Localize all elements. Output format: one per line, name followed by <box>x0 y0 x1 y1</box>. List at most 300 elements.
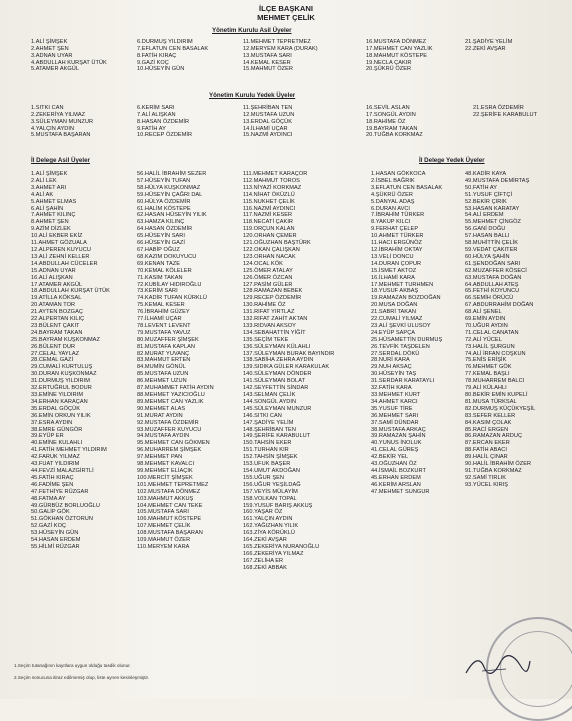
member-entry: 127.PASİM GÜLER <box>243 281 293 288</box>
member-entry: 21.AYTEN BOZGAÇ <box>31 309 83 316</box>
yk-yedek-col1 <box>31 105 93 139</box>
member-entry: 58.MUHİTTİN ÇELİK <box>465 240 519 247</box>
member-entry: 3.SÜLEYMAN MUNZUR <box>31 118 94 125</box>
member-entry: 25.HÜSAMETTİN DURMUŞ <box>371 336 443 343</box>
member-entry: 41.FATİH MEHMET YILDIRIM <box>31 447 107 454</box>
member-entry: 18.MAHMUT KÖSTEPE <box>366 52 428 59</box>
member-entry: 14.İLHAMİ UÇAR <box>243 125 288 132</box>
member-entry: 22.ŞERİFE KARABULUT <box>473 111 538 118</box>
member-entry: 165.ZEKERİYA NURANOĞLU <box>243 543 320 550</box>
member-entry: 168.ZEKİ ABBAK <box>243 564 287 571</box>
member-entry: 13.ERDAL GÖÇÜK <box>243 118 292 125</box>
member-entry: 156.UĞUR YEŞİLDAĞ <box>243 481 301 488</box>
member-entry: 41.CELAL GÜREŞ <box>371 447 419 454</box>
member-entry: 40.EMİNE KULAHLI <box>31 440 83 447</box>
member-entry: 5.AHMET ELMAS <box>31 198 77 205</box>
member-entry: 68.ALİ ŞENEL <box>465 309 502 316</box>
member-entry: 72.ALİ YÜCEL <box>465 336 502 343</box>
member-entry: 72.KUBİLAY HIDIROĞLU <box>137 281 202 288</box>
member-entry: 10.RECEP ÖZDEMİR <box>137 132 193 139</box>
member-entry: 43.OĞUZHAN ÖZ <box>371 461 417 468</box>
member-entry: 27.SERDAL DÖKÜ <box>371 350 420 357</box>
member-entry: 21.SABRİ TAKAN <box>371 309 416 316</box>
delege-asil-heading: İl Delege Asil Üyeler <box>31 157 90 164</box>
member-entry: 147.ŞADİYE YELİM <box>243 419 294 426</box>
member-entry: 91.MURAT AYDIN <box>137 412 183 419</box>
member-entry: 37.SAMİ DÜNDAR <box>371 419 419 426</box>
member-entry: 150.TAHSİN EKER <box>243 440 292 447</box>
member-entry: 103.MAHMUT AKKUŞ <box>137 495 194 502</box>
member-entry: 11.ŞEHRİBAN TEN <box>243 105 293 111</box>
member-entry: 98.MEHMET KAVALCI <box>137 461 195 468</box>
member-entry: 148.ŞEHRİBAN TEN <box>243 426 296 433</box>
member-entry: 112.MAHMUT TOROS <box>243 177 300 184</box>
member-entry: 23.ALİ ŞEVKİ ULUSOY <box>371 322 431 329</box>
member-entry: 63.MUSTAFA DOĞAN <box>465 274 522 281</box>
member-entry: 16.İLHAMİ KARA <box>371 274 415 281</box>
member-entry: 128.RAMAZAN BEBEK <box>243 288 303 295</box>
member-entry: 13.MUSTAFA SARI <box>243 52 292 59</box>
member-entry: 7.EFLATUN CEN BASALAK <box>137 45 209 52</box>
member-entry: 28.CEMAL GAZİ <box>31 357 74 364</box>
member-entry: 44.FEVZİ MALAZGİRTLİ <box>31 467 94 474</box>
member-entry: 16.SEVİL ASLAN <box>366 105 410 111</box>
member-entry: 1.ALİ ŞİMŞEK <box>31 171 68 177</box>
member-entry: 50.FATİH AY <box>465 184 498 191</box>
member-entry: 20.MUSA DOĞAN <box>371 302 418 309</box>
member-entry: 13.ALİ ZEHNİ KELLER <box>31 253 90 260</box>
member-entry: 81.MUSA TÜRKSAL <box>465 398 517 405</box>
member-entry: 78.LEVENT LEVENT <box>137 322 191 329</box>
member-entry: 21.ŞADİYE YELİM <box>465 39 513 45</box>
yk-asil-col5 <box>465 39 512 53</box>
delege-yedek-heading: İl Delege Yedek Üyeler <box>419 157 485 164</box>
member-entry: 48.KADİR KAYA <box>465 171 507 177</box>
member-entry: 123.ORHAN NACAK <box>243 253 296 260</box>
yk-yedek-col4 <box>366 105 423 139</box>
member-entry: 59.HÜSEYİN ÇAĞRI DAL <box>137 191 203 198</box>
member-entry: 31.DURMUŞ YILDIRIM <box>31 378 90 385</box>
member-entry: 59.VEDAT ÇAKITER <box>465 246 518 253</box>
member-entry: 46.KERİM ARSLAN <box>371 481 421 488</box>
member-entry: 54.ALİ ERDEM <box>465 212 504 219</box>
member-entry: 125.ÖMER ATALAY <box>243 267 293 274</box>
member-entry: 129.RECEP ÖZDEMİR <box>243 295 302 302</box>
member-entry: 5.MUSTAFA BAŞARAN <box>31 132 91 139</box>
member-entry: 35.YUSUF TİRE <box>371 405 413 412</box>
member-entry: 106.MAHMUT KÖSTEPE <box>137 516 202 523</box>
member-entry: 17.MEHMET TURHMEN <box>371 281 434 288</box>
member-entry: 135.SEÇİM TEKE <box>243 336 289 343</box>
member-entry: 50.GALİP GÖK <box>31 509 70 516</box>
member-entry: 75.KEMAL KESER <box>137 302 185 309</box>
member-entry: 167.ZELİHA ER <box>243 557 284 564</box>
member-entry: 117.NAZMİ KESER <box>243 212 293 219</box>
member-entry: 11.MEHMET TEPRETMEZ <box>243 39 311 45</box>
member-entry: 4.ŞÜKRÜ ÖZER <box>371 191 413 198</box>
member-entry: 157.VEYİS MÜLAYİM <box>243 488 298 495</box>
member-entry: 2.ZEKERİYA YILMAZ <box>31 111 86 118</box>
member-entry: 51.YUSUF ÇİFTÇİ <box>465 191 513 198</box>
member-entry: 36.EMİN ORKUN YILIK <box>31 412 91 419</box>
member-entry: 6.ALİ ŞAHİN <box>31 205 64 212</box>
member-entry: 54.HASAN ERDEM <box>31 537 81 544</box>
member-entry: 46.FADİME ŞEN <box>31 481 74 488</box>
member-entry: 3.ADNAN UYAR <box>31 52 73 59</box>
member-entry: 52.BEKİR ÇIRIK <box>465 198 507 205</box>
member-entry: 66.SEMİH ÖRÜCÜ <box>465 295 514 302</box>
member-entry: 24.EYÜP SAPÇA <box>371 329 416 336</box>
member-entry: 109.MAHMUT ÖZER <box>137 537 191 544</box>
member-entry: 130.RAHİME ÖZ <box>243 302 286 309</box>
member-entry: 9.FERHAT ÇELEP <box>371 226 419 233</box>
member-entry: 25.BAYRAM KUŞKONMAZ <box>31 336 100 343</box>
member-entry: 33.MEHMET KURT <box>371 392 421 398</box>
member-entry: 22.ZEKİ AVŞAR <box>465 45 506 52</box>
member-entry: 82.DURMUŞ KÜÇÜKYEŞİL <box>465 405 536 412</box>
member-entry: 30.HÜSEYİN TAŞ <box>371 371 417 378</box>
member-entry: 14.KEMAL KESER <box>243 59 291 66</box>
member-entry: 67.ABDURRAHİM DOĞAN <box>465 302 534 309</box>
footer-note-1: 1.Seçim tutanağının kayıtlara uygun olduğu tasdik olunur. <box>14 663 131 668</box>
member-entry: 89.HALİL ÇINAR <box>465 454 508 461</box>
member-entry: 140.SÜLEYMAN DÖNDER <box>243 371 312 378</box>
member-entry: 71.KASIM TAKAN <box>137 274 183 281</box>
member-entry: 81.MUSTAFA KAPLAN <box>137 343 195 350</box>
member-entry: 4.ALİ AK <box>31 191 54 198</box>
member-entry: 11.HACI ERGÜNÖZ <box>371 240 422 247</box>
member-entry: 44.İSMAİL BOZKURT <box>371 467 426 474</box>
chairman-name: MEHMET ÇELİK <box>257 13 315 22</box>
member-entry: 113.NİYAZİ KORKMAZ <box>243 184 302 191</box>
member-entry: 86.MEHMET UZUN <box>137 378 187 385</box>
member-entry: 47.FETHİYE RÜZGAR <box>31 488 89 495</box>
member-entry: 61.HALİM KÖSTEPE <box>137 205 191 212</box>
delege-yedek-col2 <box>465 171 535 489</box>
member-entry: 10.HÜSEYİN GÜN <box>137 66 185 73</box>
member-entry: 18.YUSUF AKBAŞ <box>371 288 419 295</box>
member-entry: 10.AHMET TÜRKER <box>371 233 424 240</box>
member-entry: 83.MAHMUT ERTEN <box>137 357 191 364</box>
member-entry: 74.KADİR TUFAN KÜRKLÜ <box>137 295 207 302</box>
member-entry: 22.ALPERTAN KILIÇ <box>31 316 85 323</box>
member-entry: 3.EFLATUN CEN BASALAK <box>371 184 443 191</box>
member-entry: 2.AHMET ŞEN <box>31 45 69 52</box>
member-entry: 39.RAMAZAN ŞAHİN <box>371 433 426 440</box>
member-entry: 53.HASAN KARATAY <box>465 205 520 212</box>
member-entry: 6.KERİM SARI <box>137 105 175 111</box>
member-entry: 87.ERCAN EKER <box>465 440 510 447</box>
member-entry: 63.HAMZA KILINÇ <box>137 219 185 226</box>
member-entry: 64.ABDULLAH ATEŞ <box>465 281 519 288</box>
member-entry: 53.HÜSEYİN GÜN <box>31 530 79 537</box>
member-entry: 149.ŞERİFE KARABULUT <box>243 433 311 440</box>
member-entry: 85.RACİ ERGEN <box>465 426 509 433</box>
member-entry: 7.İBRAHİM TÜRKER <box>371 212 425 219</box>
member-entry: 126.ÖMER ÖZCAN <box>243 274 293 281</box>
member-entry: 29.CUMALİ KURTULUŞ <box>31 364 93 371</box>
member-entry: 17.SONGÜL AYDIN <box>366 111 416 118</box>
member-entry: 20.ATAMAN TOR <box>31 302 76 309</box>
member-entry: 7.ALİ ALIŞKAN <box>137 111 176 118</box>
member-entry: 15.İSMET AKTOZ <box>371 267 417 274</box>
member-entry: 62.HASAN HÜSEYİN YILIK <box>137 212 207 219</box>
member-entry: 163.ZİYA KÖRÜKLÜ <box>243 530 295 537</box>
document-title: İLÇE BAŞKANI <box>258 4 313 13</box>
member-entry: 1.SITKI CAN <box>31 105 64 111</box>
member-entry: 101.MEHMET TEPRETMEZ <box>137 481 209 488</box>
member-entry: 10.ALİ EKBER EKİZ <box>31 233 83 240</box>
delege-asil-col1 <box>31 171 110 551</box>
member-entry: 16.ALİ ALIŞKAN <box>31 274 73 281</box>
member-entry: 116.NAZMİ AYDINCI <box>243 205 296 212</box>
member-entry: 100.MERCİT ŞİMŞEK <box>137 474 193 481</box>
member-entry: 20.ŞÜKRÜ ÖZER <box>366 66 412 73</box>
member-entry: 6.DURMUŞ YILDIRIM <box>137 39 193 45</box>
member-entry: 32.ERTUĞRUL BODUR <box>31 385 92 392</box>
member-entry: 27.CELAL YAYLAZ <box>31 350 80 357</box>
yk-asil-col1 <box>31 39 107 73</box>
member-entry: 86.RAMAZAN ARDUÇ <box>465 433 523 440</box>
member-entry: 95.MEHMET CAN GÖKMEN <box>137 440 210 447</box>
yk-yedek-col2 <box>137 105 192 139</box>
member-entry: 30.DURAN KUŞKONMAZ <box>31 371 97 378</box>
member-entry: 15.MAHMUT ÖZER <box>243 66 294 73</box>
member-entry: 164.ZEKİ AVŞAR <box>243 537 287 544</box>
member-entry: 42.FARUK YILMAZ <box>31 454 80 461</box>
member-entry: 83.SEFER KELLER <box>465 412 516 419</box>
member-entry: 31.SERDAR KARATAYLI <box>371 378 435 385</box>
member-entry: 102.MUSTAFA DÖNMEZ <box>137 488 201 495</box>
member-entry: 159.YUSUF BARIŞ AKKUŞ <box>243 502 313 509</box>
member-entry: 5.DANYAL ADAŞ <box>371 198 415 205</box>
member-entry: 28.NURİ KARA <box>371 357 410 364</box>
member-entry: 93.MUZAFFER KUYUCU <box>137 426 202 433</box>
member-entry: 69.KENAN TAZE <box>137 260 181 267</box>
member-entry: 4.ABDULLAH KURŞAT ÜTÜK <box>31 59 107 66</box>
member-entry: 94.MUSTAFA AYDIN <box>137 433 190 440</box>
member-entry: 9.AZİM DİZLEK <box>31 226 71 233</box>
member-entry: 115.NUKHET ÇELİK <box>243 198 295 205</box>
member-entry: 9.FATİH AY <box>137 125 166 132</box>
member-entry: 155.UĞUR ŞEN <box>243 474 285 481</box>
delege-asil-col3 <box>243 171 334 572</box>
member-entry: 151.TURHAN KIR <box>243 447 289 454</box>
member-entry: 33.EMİNE YILDIRIM <box>31 392 84 398</box>
delege-asil-col2 <box>137 171 214 551</box>
member-entry: 138.SABİHA ZEHRA AYDIN <box>243 357 314 364</box>
member-entry: 4.YALÇIN AYDIN <box>31 125 75 132</box>
member-entry: 96.MUHARREM ŞİMŞEK <box>137 447 202 454</box>
member-entry: 14.DURAN ÇOPUR <box>371 260 422 267</box>
member-entry: 15.NAZMİ AYDINCI <box>243 132 293 139</box>
member-entry: 108.MUSTAFA BAŞARAN <box>137 530 203 537</box>
member-entry: 85.MUSTAFA UZUN <box>137 371 189 378</box>
member-entry: 1.ALİ ŞİMŞEK <box>31 39 68 45</box>
member-entry: 79.MUSTAFA YAVUZ <box>137 329 191 336</box>
member-entry: 47.MEHMET SUNGUR <box>371 488 430 495</box>
member-entry: 40.YUNUS İNOLUK <box>371 440 422 447</box>
member-entry: 49.MUSTAFA DEMİRTAŞ <box>465 177 530 184</box>
member-entry: 158.VOLKAN TOPAL <box>243 495 297 502</box>
member-entry: 153.UFUK BAŞER <box>243 461 291 468</box>
member-entry: 84.MUMİN GÖNÜL <box>137 364 186 371</box>
official-stamp <box>486 617 572 721</box>
member-entry: 8.AHMET ŞEN <box>31 219 69 226</box>
member-entry: 22.CUMALİ YILMAZ <box>371 316 423 323</box>
member-entry: 75.ENİS ERİŞİK <box>465 357 507 364</box>
member-entry: 24.BAYRAM TAKAN <box>31 329 83 336</box>
member-entry: 65.HÜSEYİN SARI <box>137 233 186 240</box>
member-entry: 21.ESRA ÖZDEMİR <box>473 105 524 111</box>
member-entry: 13.VELİ DONCU <box>371 253 414 260</box>
member-entry: 8.YAKUP KILCI <box>371 219 411 226</box>
member-entry: 19.RAMAZAN BOZDOĞAN <box>371 295 441 302</box>
member-entry: 120.ORHAN ÇEMER <box>243 233 297 240</box>
footer-note-2: 2.Seçim sonucuna itiraz edilmemiş olup, liste aynen kesinleşmiştir. <box>14 675 150 680</box>
member-entry: 80.MUZAFFER ŞİMŞEK <box>137 336 199 343</box>
member-entry: 39.EYÜP ER <box>31 433 64 440</box>
member-entry: 166.ZEKERİYA YILMAZ <box>243 550 304 557</box>
member-entry: 65.FETHİ KOYUNCU <box>465 288 520 295</box>
member-entry: 2.ALİ LEK <box>31 177 57 184</box>
yk-asil-col3 <box>243 39 318 73</box>
member-entry: 152.TAHSİN ŞİMŞEK <box>243 454 298 461</box>
yk-asil-col2 <box>137 39 208 73</box>
member-entry: 38.EMRE GÜNGÖR <box>31 426 83 433</box>
member-entry: 61.ŞENDOĞAN SARI <box>465 260 521 267</box>
member-entry: 17.ATAMER AKGÜL <box>31 281 83 288</box>
member-entry: 97.MEHMET PAN <box>137 454 183 461</box>
member-entry: 160.YAŞAR ÖZ <box>243 509 283 516</box>
member-entry: 105.MUSTAFA SARI <box>137 509 189 516</box>
member-entry: 14.ABDULLAH CÜCELER <box>31 260 98 267</box>
member-entry: 89.MEHMET CAN YAZLIK <box>137 398 204 405</box>
member-entry: 9.GAZİ KOÇ <box>137 59 169 66</box>
member-entry: 57.HÜSEYİN TUFAN <box>137 177 191 184</box>
member-entry: 91.TUĞBA KORKMAZ <box>465 467 522 474</box>
member-entry: 162.YAĞIZHAN YILIK <box>243 523 299 530</box>
member-entry: 84.KASIM ÇOLAK <box>465 419 512 426</box>
member-entry: 19.NECLA ÇAKIR <box>366 59 412 66</box>
member-entry: 80.BEKİR EMİN KUPELİ <box>465 392 528 398</box>
member-entry: 146.SITKI CAN <box>243 412 282 419</box>
member-entry: 11.AHMET GÖZUALA <box>31 240 87 247</box>
yk-yedek-heading: Yönetim Kurulu Yedek Üyeler <box>209 92 296 99</box>
member-entry: 37.ESRA AYDIN <box>31 419 73 426</box>
member-entry: 32.FATİH KARA <box>371 385 412 392</box>
member-entry: 51.GÖKHAN ÖZTORUN <box>31 516 93 523</box>
member-entry: 16.MUSTAFA DÖNMEZ <box>366 39 427 45</box>
member-entry: 45.FATİH KIRAÇ <box>31 474 74 481</box>
member-entry: 154.UMUT AKDOĞAN <box>243 467 300 474</box>
member-entry: 12.MUSTAFA UZUN <box>243 111 295 118</box>
member-entry: 58.HÜLYA KUŞKONMAZ <box>137 184 201 191</box>
member-entry: 161.YALÇIN AYDIN <box>243 516 293 523</box>
member-entry: 2.İSBEL BAĞRIK <box>371 177 415 184</box>
member-entry: 12.MERYEM KARA (DURAK) <box>243 45 318 52</box>
member-entry: 136.SÜLEYMAN KÜLAHLI <box>243 343 311 350</box>
yk-yedek-col3 <box>243 105 294 139</box>
member-entry: 141.SÜLEYMAN BOLAT <box>243 378 306 385</box>
member-entry: 3.AHMET ARI <box>31 184 67 191</box>
member-entry: 88.MEHMET YAZICIOĞLU <box>137 392 205 398</box>
member-entry: 18.RAHİME ÖZ <box>366 118 406 125</box>
member-entry: 134.SEBAHATTİN YİĞİT <box>243 329 306 336</box>
member-entry: 76.İBRAHİM GÜZEY <box>137 309 190 316</box>
member-entry: 68.KAZIM DOKUYUCU <box>137 253 197 260</box>
member-entry: 26.TEVFİK TAŞDELEN <box>371 343 430 350</box>
member-entry: 137.SÜLEYMAN BURAK BAYINDIR <box>243 350 335 357</box>
member-entry: 70.UĞUR AYDIN <box>465 322 508 329</box>
member-entry: 29.NUH AKSAÇ <box>371 364 412 371</box>
member-entry: 12.İBRAHİM OKTAY <box>371 246 423 253</box>
member-entry: 48.FATMA AY <box>31 495 66 502</box>
member-entry: 45.ERHAN ERDEM <box>371 474 421 481</box>
member-entry: 64.HASAN ÖZDEMİR <box>137 226 193 233</box>
member-entry: 122.OKAN ÇALIŞKAN <box>243 246 300 253</box>
member-entry: 1.HASAN GÖKKOCA <box>371 171 426 177</box>
delege-yedek-col1 <box>371 171 442 496</box>
member-entry: 73.KERİM SARI <box>137 288 178 295</box>
member-entry: 19.ATİLLA KÖKSAL <box>31 295 82 302</box>
member-entry: 76.MEHMET GÖK <box>465 364 512 371</box>
yk-asil-heading: Yönetim Kurulu Asil Üyeler <box>212 27 292 34</box>
member-entry: 73.HALİL ŞURGUN <box>465 343 515 350</box>
member-entry: 133.RIDVAN AKSOY <box>243 322 296 329</box>
member-entry: 67.HABİP OĞUZ <box>137 246 180 253</box>
member-entry: 8.HASAN ÖZDEMİR <box>137 118 190 125</box>
yk-yedek-col5 <box>473 105 537 119</box>
member-entry: 38.MUSTAFA ARKAÇ <box>371 426 426 433</box>
yk-asil-col4 <box>366 39 433 73</box>
member-entry: 110.MERYEM KARA <box>137 543 190 550</box>
member-entry: 118.NECATİ ÇAKIR <box>243 219 294 226</box>
member-entry: 26.BÜLENT DUR <box>31 343 76 350</box>
member-entry: 78.MUHARREM BALCI <box>465 378 525 385</box>
member-entry: 142.SEYFETTİN SİNDAR <box>243 385 309 392</box>
member-entry: 34.AHMET KARCI <box>371 398 418 405</box>
member-entry: 90.MEHMET ALAS <box>137 405 186 412</box>
member-entry: 77.KEMAL BAŞLI <box>465 371 510 378</box>
member-entry: 17.MEHMET CAN YAZLIK <box>366 45 433 52</box>
member-entry: 121.OĞUZHAN BAŞTÜRK <box>243 240 311 247</box>
member-entry: 23.BÜLENT ÇAKIT <box>31 322 80 329</box>
member-entry: 56.GANİ DOĞU <box>465 226 506 233</box>
member-entry: 132.RIFAT ZAHİT AKTAN <box>243 316 308 323</box>
member-entry: 144.SONGÜL AYDIN <box>243 398 297 405</box>
member-entry: 90.HALİL İBRAHİM ÖZER <box>465 461 532 468</box>
member-entry: 88.FATİH ABACI <box>465 447 507 454</box>
member-entry: 131.RIFAT YIRTLAZ <box>243 309 295 316</box>
member-entry: 111.MEHMET KARAÇOR <box>243 171 308 177</box>
member-entry: 104.MEHMET CAN TEKE <box>137 502 203 509</box>
member-entry: 36.MEHMET SARI <box>371 412 419 419</box>
member-entry: 92.MUSTAFA ÖZDEMİR <box>137 419 199 426</box>
member-entry: 69.EMİN AYDIN <box>465 316 506 323</box>
member-entry: 66.HÜSEYİN GAZİ <box>137 240 185 247</box>
member-entry: 6.DURAN AVCI <box>371 205 411 212</box>
member-entry: 56.HALİL İBRAHİM SEZER <box>137 171 207 177</box>
member-entry: 92.SAMİ TIRLIK <box>465 474 507 481</box>
member-entry: 62.MUZAFFER KÖSECİ <box>465 267 527 274</box>
member-entry: 79.ALİ KÜLAHLI <box>465 385 507 392</box>
member-entry: 60.HÜLYA ŞAHİN <box>465 253 510 260</box>
member-entry: 114.NİHAT ÖKÜZLÜ <box>243 191 295 198</box>
member-entry: 71.CELAL CANATAN <box>465 329 519 336</box>
member-entry: 7.AHMET KILINÇ <box>31 212 76 219</box>
member-entry: 70.KEMAL KÖLELER <box>137 267 192 274</box>
